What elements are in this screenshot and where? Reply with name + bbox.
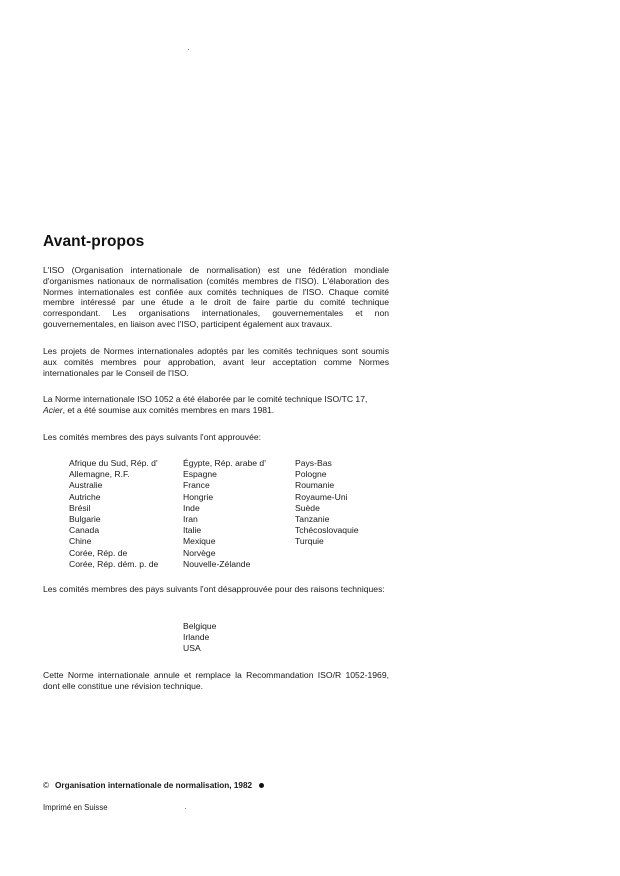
printed-in-note: Imprimé en Suisse bbox=[43, 803, 108, 812]
country-item: Roumanie bbox=[295, 480, 335, 491]
scan-speck bbox=[185, 808, 186, 809]
paragraph-iso-description: L'ISO (Organisation internationale de normalisation) est une fédération mondiale d'organismes nationaux de normalisation (comités membres de l'ISO). L'élaboration des Normes internationales est confiée aux comités techniques de l'ISO. Chaque comité membre intéressé par une étude a le droit de faire partie du comité technique correspondant. Les organisations internationales, gouvernementales et non gouvernementales, en liaison avec l'ISO, participent également aux travaux. bbox=[43, 265, 389, 329]
paragraph-standard-origin-text: La Norme internationale ISO 1052 a été élaborée par le comité technique ISO/TC 17, bbox=[43, 394, 368, 404]
country-item: Bulgarie bbox=[69, 514, 101, 525]
disapproving-countries-list bbox=[183, 621, 216, 655]
country-item: Italie bbox=[183, 525, 202, 536]
country-item: Allemagne, R.F. bbox=[69, 469, 130, 480]
country-item: Irlande bbox=[183, 632, 210, 643]
country-item: Tanzanie bbox=[295, 514, 330, 525]
country-item: Royaume-Uni bbox=[295, 491, 348, 502]
country-item: Pays-Bas bbox=[295, 458, 332, 468]
country-item: Canada bbox=[69, 525, 100, 536]
page-title: Avant-propos bbox=[43, 233, 145, 250]
country-item: Espagne bbox=[183, 469, 217, 480]
approving-countries-column-3 bbox=[295, 458, 359, 548]
country-item: Égypte, Rép. arabe d' bbox=[183, 458, 266, 468]
country-item: Turquie bbox=[295, 536, 324, 547]
approving-countries-column-2 bbox=[183, 458, 266, 570]
country-item: Chine bbox=[69, 536, 92, 547]
country-item: Afrique du Sud, Rép. d' bbox=[69, 458, 158, 468]
country-item: Nouvelle-Zélande bbox=[183, 558, 251, 569]
country-item: Mexique bbox=[183, 536, 216, 547]
country-item: Belgique bbox=[183, 621, 217, 631]
country-item: Iran bbox=[183, 514, 198, 525]
copyright-symbol: © bbox=[43, 781, 50, 790]
paragraph-standard-origin bbox=[43, 394, 389, 416]
paragraph-replacement-note: Cette Norme internationale annule et remplace la Recommandation ISO/R 1052-1969, dont elle constitue une révision technique. bbox=[43, 670, 389, 691]
approving-countries-column-1 bbox=[69, 458, 158, 570]
country-item: Tchécoslovaquie bbox=[295, 525, 359, 536]
paragraph-disapproved-intro: Les comités membres des pays suivants l'ont désapprouvée pour des raisons techniques: bbox=[43, 584, 385, 594]
scan-speck bbox=[188, 49, 189, 50]
country-item: Corée, Rép. dém. p. de bbox=[69, 558, 159, 569]
country-item: Corée, Rép. de bbox=[69, 547, 128, 558]
country-item: Norvège bbox=[183, 547, 216, 558]
country-item: Hongrie bbox=[183, 491, 214, 502]
country-item: Autriche bbox=[69, 491, 101, 502]
copyright-text: Organisation internationale de normalisation, 1982 bbox=[55, 781, 253, 790]
paragraph-approval-process: Les projets de Normes internationales adoptés par les comités techniques sont soumis aux comités membres pour approbation, avant leur acceptation comme Normes internationales par le Conseil de l'ISO. bbox=[43, 346, 389, 378]
committee-name: Acier bbox=[43, 404, 63, 415]
country-item: USA bbox=[183, 643, 201, 654]
country-item: Pologne bbox=[295, 469, 327, 480]
country-item: Inde bbox=[183, 502, 200, 513]
paragraph-standard-origin-tail: , et a été soumise aux comités membres en mars 1981. bbox=[62, 404, 275, 415]
country-item: Suède bbox=[295, 502, 320, 513]
paragraph-approved-intro: Les comités membres des pays suivants l'ont approuvée: bbox=[43, 432, 262, 442]
copyright-line bbox=[43, 781, 264, 790]
country-item: Brésil bbox=[69, 502, 91, 513]
bullet-icon bbox=[259, 783, 264, 788]
country-item: France bbox=[183, 480, 210, 491]
country-item: Australie bbox=[69, 480, 103, 491]
